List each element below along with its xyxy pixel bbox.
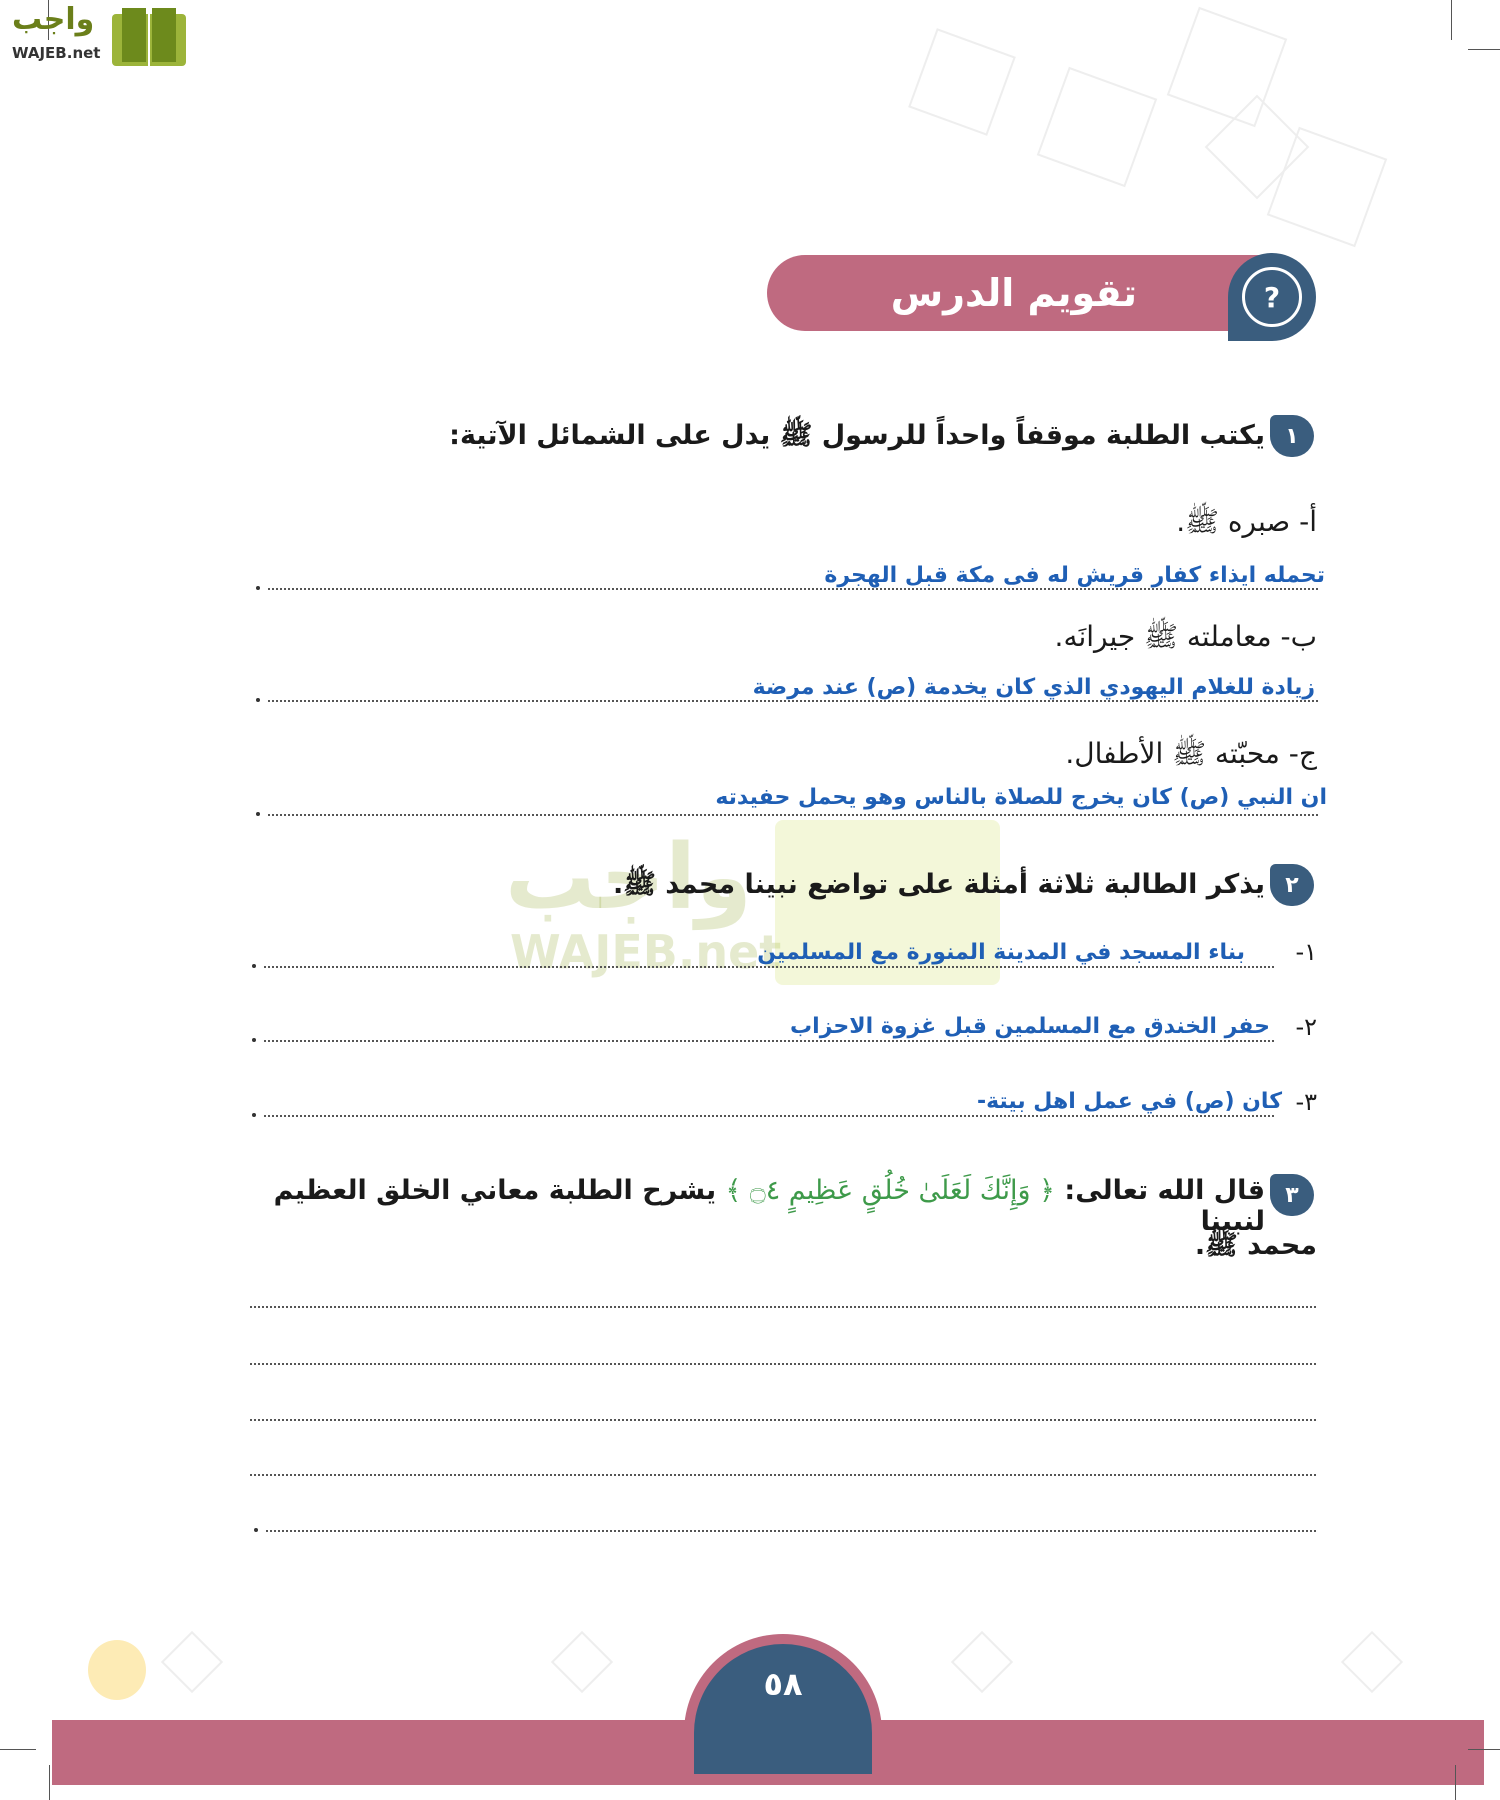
question-3-line2: محمد ﷺ.: [1194, 1230, 1317, 1261]
answer-line-end: [252, 1038, 256, 1042]
answer-line: [268, 814, 1318, 816]
wajeb-logo: [8, 4, 188, 66]
book-icon: [108, 8, 188, 66]
logo-arabic: واجب: [12, 2, 95, 37]
question-3-body: يشرح الطلبة معاني الخلق العظيم لنبينا: [273, 1175, 1265, 1237]
crop-mark: [1455, 1765, 1456, 1800]
question-chat-icon: ?: [1228, 253, 1316, 341]
logo-latin: WAJEB.net: [12, 44, 101, 62]
question-2-text: يذكر الطالبة ثلاثة أمثلة على تواضع نبينا محمد ﷺ.: [612, 869, 1265, 900]
answer-text[interactable]: زيادة للغلام اليهودي الذي كان يخدمة (ص) عند مرضة: [752, 675, 1315, 700]
question-3-prefix: قال الله تعالى:: [1064, 1175, 1265, 1206]
answer-line-end: [256, 812, 260, 816]
question-number-badge: ١: [1270, 415, 1314, 457]
answer-text[interactable]: كان (ص) في عمل اهل بيتة-: [976, 1089, 1282, 1114]
ministry-emblem: [88, 1640, 146, 1700]
answer-line: [264, 1040, 1274, 1042]
answer-text[interactable]: ان النبي (ص) كان يخرج للصلاة بالناس وهو يحمل حفيدته: [715, 785, 1327, 810]
answer-text[interactable]: حفر الخندق مع المسلمين قبل غزوة الاحزاب: [790, 1014, 1270, 1039]
page-number: ٥٨: [694, 1644, 872, 1774]
answer-line-end: [252, 964, 256, 968]
banner-title: تقويم الدرس الخامس: [890, 271, 1137, 391]
answer-text[interactable]: بناء المسجد في المدينة المنورة مع المسلمين: [757, 940, 1245, 965]
wajeb-watermark-latin: WAJEB.net: [510, 925, 782, 979]
quran-verse: ﴿ وَإِنَّكَ لَعَلَىٰ خُلُقٍ عَظِيمٍ ۝٤ ﴾: [725, 1175, 1055, 1206]
decorative-pattern: [161, 1631, 223, 1693]
item-label: أ- صبره ﷺ.: [1176, 505, 1317, 538]
answer-line: [250, 1419, 1316, 1421]
decorative-pattern: [1037, 67, 1157, 187]
answer-line: [268, 588, 1318, 590]
crop-mark: [49, 1765, 50, 1800]
question-1-text: يكتب الطلبة موقفاً واحداً للرسول ﷺ يدل على الشمائل الآتية:: [449, 420, 1265, 451]
answer-line: [250, 1363, 1316, 1365]
answer-text[interactable]: تحمله ايذاء كفار قريش له فى مكة قبل الهجرة: [824, 563, 1325, 588]
item-label: ١-: [1295, 938, 1317, 966]
answer-line-end: [256, 698, 260, 702]
item-label: ٣-: [1295, 1088, 1317, 1116]
answer-line-end: [252, 1113, 256, 1117]
crop-mark: [1451, 0, 1452, 40]
crop-mark: [0, 1749, 36, 1750]
item-label: ٢-: [1295, 1013, 1317, 1041]
answer-line-end: [256, 586, 260, 590]
answer-line: [250, 1306, 1316, 1308]
decorative-pattern: [951, 1631, 1013, 1693]
decorative-pattern: [551, 1631, 613, 1693]
question-number-badge: ٣: [1270, 1174, 1314, 1216]
crop-mark: [1468, 49, 1500, 50]
crop-mark: [1468, 1749, 1500, 1750]
wajeb-watermark: واجب: [505, 825, 752, 930]
answer-line-end: [254, 1528, 258, 1532]
item-label: ب- معاملته ﷺ جيرانَه.: [1054, 620, 1317, 653]
question-3-text: [235, 1175, 1265, 1237]
answer-line: [264, 966, 1274, 968]
answer-line: [264, 1115, 1274, 1117]
decorative-pattern: [1341, 1631, 1403, 1693]
decorative-pattern: [908, 28, 1016, 136]
answer-line: [250, 1474, 1316, 1476]
answer-line: [266, 1530, 1316, 1532]
item-label: ج- محبّته ﷺ الأطفال.: [1065, 737, 1317, 770]
question-number-badge: ٢: [1270, 864, 1314, 906]
answer-line: [268, 700, 1318, 702]
